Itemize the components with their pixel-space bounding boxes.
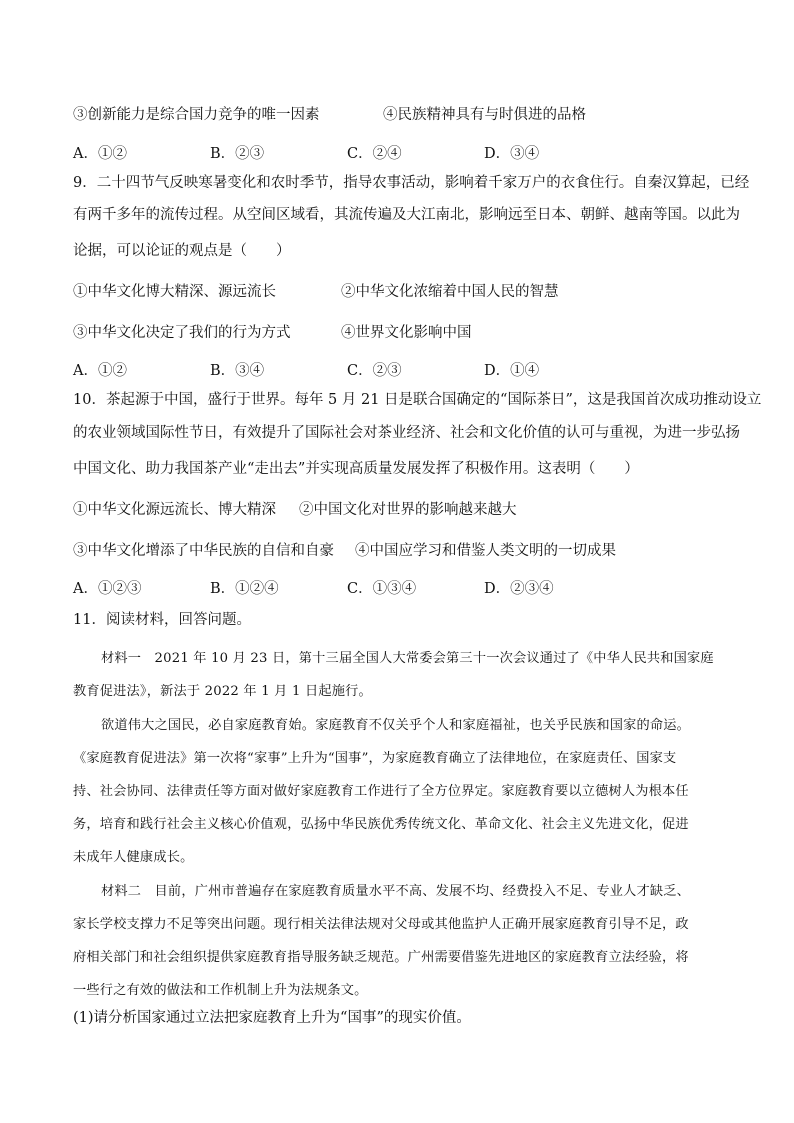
q10-choice-d: D．②③④	[484, 581, 554, 597]
q9-option-4: ④世界文化影响中国	[341, 325, 472, 341]
q9-stem-line-2: 有两千多年的流传过程。从空间区域看，其流传遍及大江南北，影响远至日本、朝鲜、越南等国。以此为	[73, 207, 740, 223]
q10-stem-line-2: 的农业领域国际性节日，有效提升了国际社会对茶业经济、社会和文化价值的认可与重视，为进一步弘扬	[73, 425, 740, 441]
q8-choice-d: D．③④	[484, 146, 540, 162]
q9-stem-line-3: 论据，可以论证的观点是（ ）	[73, 243, 291, 259]
q11-material-2-line-4: 一些行之有效的做法和工作机制上升为法规条文。	[73, 983, 368, 998]
q11-material-1b-line-3: 持、社会协同、法律责任等方面对做好家庭教育工作进行了全方位界定。家庭教育要以立德树人为根本任	[73, 784, 689, 799]
q8-choice-b: B．②③	[210, 146, 265, 162]
q8-option-4: ④民族精神具有与时俱进的品格	[383, 107, 586, 123]
q9-choice-a: A．①②	[73, 363, 127, 379]
q11-material-1-line-1: 材料一 2021 年 10 月 23 日，第十三届全国人大常委会第三十一次会议通过了《中华人民共和国家庭	[101, 651, 714, 666]
q10-choice-a: A．①②③	[73, 581, 142, 597]
q11-material-1b-line-1: 欲道伟大之国民，必自家庭教育始。家庭教育不仅关乎个人和家庭福祉，也关乎民族和国家的命运。	[101, 718, 691, 733]
q11-material-1b-line-4: 务，培育和践行社会主义核心价值观，弘扬中华民族优秀传统文化、革命文化、社会主义先进文化，促进	[73, 817, 689, 832]
q11-stem: 11．阅读材料，回答问题。	[73, 612, 251, 628]
q11-material-1b-line-2: 《家庭教育促进法》第一次将“家事”上升为“国事”，为家庭教育确立了法律地位，在家庭责任、国家支	[73, 751, 677, 766]
q10-stem-line-1: 10．茶起源于中国，盛行于世界。每年 5 月 21 日是联合国确定的“国际茶日”，这是我国首次成功推动设立	[73, 392, 762, 408]
q9-option-1: ①中华文化博大精深、源远流长	[73, 284, 276, 300]
q11-material-1b-line-5: 未成年人健康成长。	[73, 850, 194, 865]
q10-option-2: ②中国文化对世界的影响越来越大	[299, 502, 517, 518]
q9-option-3: ③中华文化决定了我们的行为方式	[73, 325, 291, 341]
q9-option-2: ②中华文化浓缩着中国人民的智慧	[341, 284, 559, 300]
q10-option-1: ①中华文化源远流长、博大精深	[73, 502, 276, 518]
q9-choice-c: C．②③	[347, 363, 402, 379]
q10-option-3: ③中华文化增添了中华民族的自信和自豪	[73, 543, 334, 559]
q8-option-3: ③创新能力是综合国力竞争的唯一因素	[73, 107, 320, 123]
q11-material-2-line-3: 府相关部门和社会组织提供家庭教育指导服务缺乏规范。广州需要借鉴先进地区的家庭教育立法经验，将	[73, 950, 689, 965]
q11-subquestion-1: (1)请分析国家通过立法把家庭教育上升为“国事”的现实价值。	[73, 1010, 471, 1026]
q10-choice-c: C．①③④	[347, 581, 417, 597]
q10-option-4: ④中国应学习和借鉴人类文明的一切成果	[355, 543, 616, 559]
q9-choice-b: B．③④	[210, 363, 265, 379]
q9-choice-d: D．①④	[484, 363, 540, 379]
q11-material-1-line-2: 教育促进法》，新法于 2022 年 1 月 1 日起施行。	[73, 684, 372, 699]
q8-choice-a: A．①②	[73, 146, 127, 162]
q11-material-2-line-1: 材料二 目前，广州市普遍存在家庭教育质量水平不高、发展不均、经费投入不足、专业人才缺乏、	[101, 884, 691, 899]
q8-choice-c: C．②④	[347, 146, 402, 162]
q9-stem-line-1: 9．二十四节气反映寒暑变化和农时季节，指导农事活动，影响着千家万户的衣食住行。自秦汉算起，已经	[73, 175, 750, 191]
q11-material-2-line-2: 家长学校支撑力不足等突出问题。现行相关法律法规对父母或其他监护人正确开展家庭教育引导不足，政	[73, 917, 689, 932]
q10-stem-line-3: 中国文化、助力我国茶产业“走出去”并实现高质量发展发挥了积极作用。这表明（ ）	[73, 461, 639, 477]
q10-choice-b: B．①②④	[210, 581, 279, 597]
